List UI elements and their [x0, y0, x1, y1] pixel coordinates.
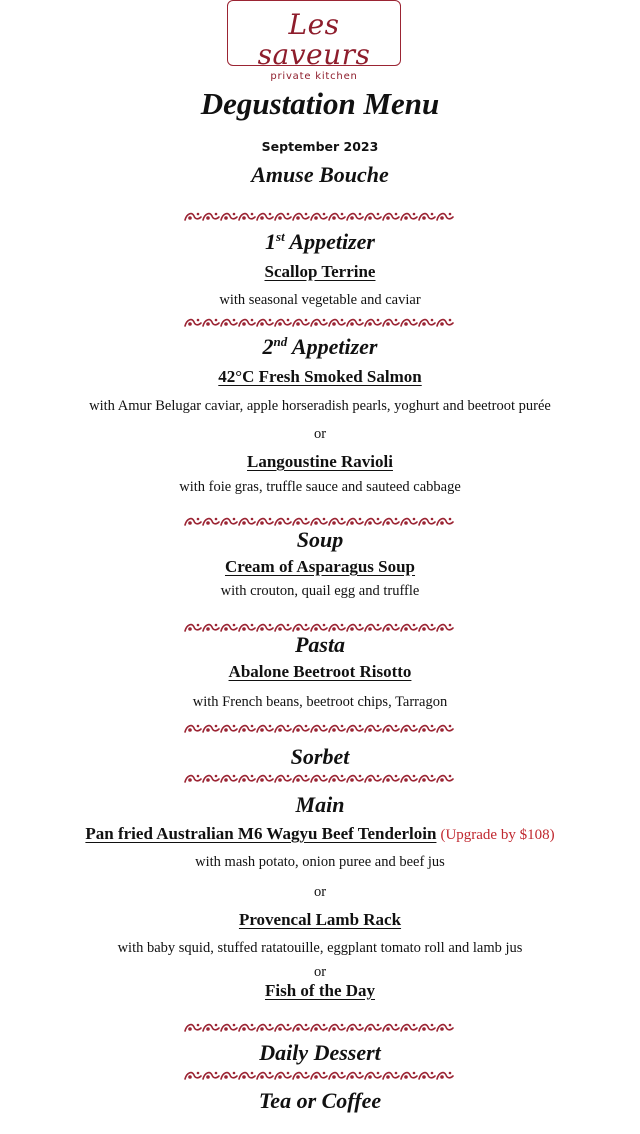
course-label: Appetizer	[289, 229, 375, 254]
course-tea-coffee: Tea or Coffee	[258, 1088, 382, 1113]
dish-description: with French beans, beetroot chips, Tarragon	[192, 694, 448, 710]
course-ordinal: st	[276, 229, 285, 244]
course-label: Appetizer	[291, 334, 378, 359]
dish-description: with crouton, quail egg and truffle	[220, 583, 420, 599]
course-main: Main	[295, 792, 345, 817]
dish-langoustine-ravioli: Langoustine Ravioli	[247, 452, 393, 471]
course-number: 2	[262, 334, 274, 359]
flourish-divider	[0, 772, 640, 786]
course-number: 1	[265, 229, 277, 254]
flourish-divider	[0, 1069, 640, 1083]
dish-lamb-rack: Provencal Lamb Rack	[238, 910, 402, 929]
course-second-appetizer	[0, 334, 640, 360]
course-pasta: Pasta	[294, 632, 346, 657]
or-separator: or	[313, 964, 327, 980]
restaurant-logo	[227, 0, 401, 82]
dish-wagyu-tenderloin: Pan fried Australian M6 Wagyu Beef Tenderloin	[85, 824, 437, 843]
or-separator: or	[313, 884, 327, 900]
dish-description: with foie gras, truffle sauce and sauteed cabbage	[179, 479, 461, 495]
menu-title: Degustation Menu	[200, 86, 440, 121]
dish-description: with Amur Belugar caviar, apple horseradish pearls, yoghurt and beetroot purée	[89, 398, 551, 414]
logo-tagline: private kitchen	[270, 71, 358, 82]
dish-abalone-risotto: Abalone Beetroot Risotto	[228, 662, 412, 681]
dish-description: with seasonal vegetable and caviar	[219, 292, 421, 308]
menu-date: September 2023	[261, 139, 379, 154]
flourish-divider	[0, 210, 640, 224]
course-first-appetizer	[0, 229, 640, 255]
flourish-divider	[0, 1021, 640, 1035]
logo-name: Les saveurs	[257, 8, 371, 71]
course-ordinal: nd	[273, 334, 288, 349]
or-separator: or	[313, 426, 327, 442]
dish-description: with baby squid, stuffed ratatouille, eggplant tomato roll and lamb jus	[117, 940, 523, 956]
dish-smoked-salmon: 42°C Fresh Smoked Salmon	[218, 367, 422, 386]
upgrade-price: (Upgrade by $108)	[440, 827, 555, 843]
dish-fish-of-the-day: Fish of the Day	[264, 981, 376, 1000]
course-dessert: Daily Dessert	[259, 1040, 381, 1065]
course-soup: Soup	[296, 527, 344, 552]
flourish-divider	[0, 722, 640, 736]
dish-scallop-terrine: Scallop Terrine	[264, 262, 376, 281]
flourish-divider	[0, 316, 640, 330]
dish-asparagus-soup: Cream of Asparagus Soup	[224, 557, 416, 576]
course-amuse-bouche: Amuse Bouche	[251, 162, 389, 187]
dish-description: with mash potato, onion puree and beef jus	[195, 854, 445, 870]
course-sorbet: Sorbet	[290, 744, 350, 769]
